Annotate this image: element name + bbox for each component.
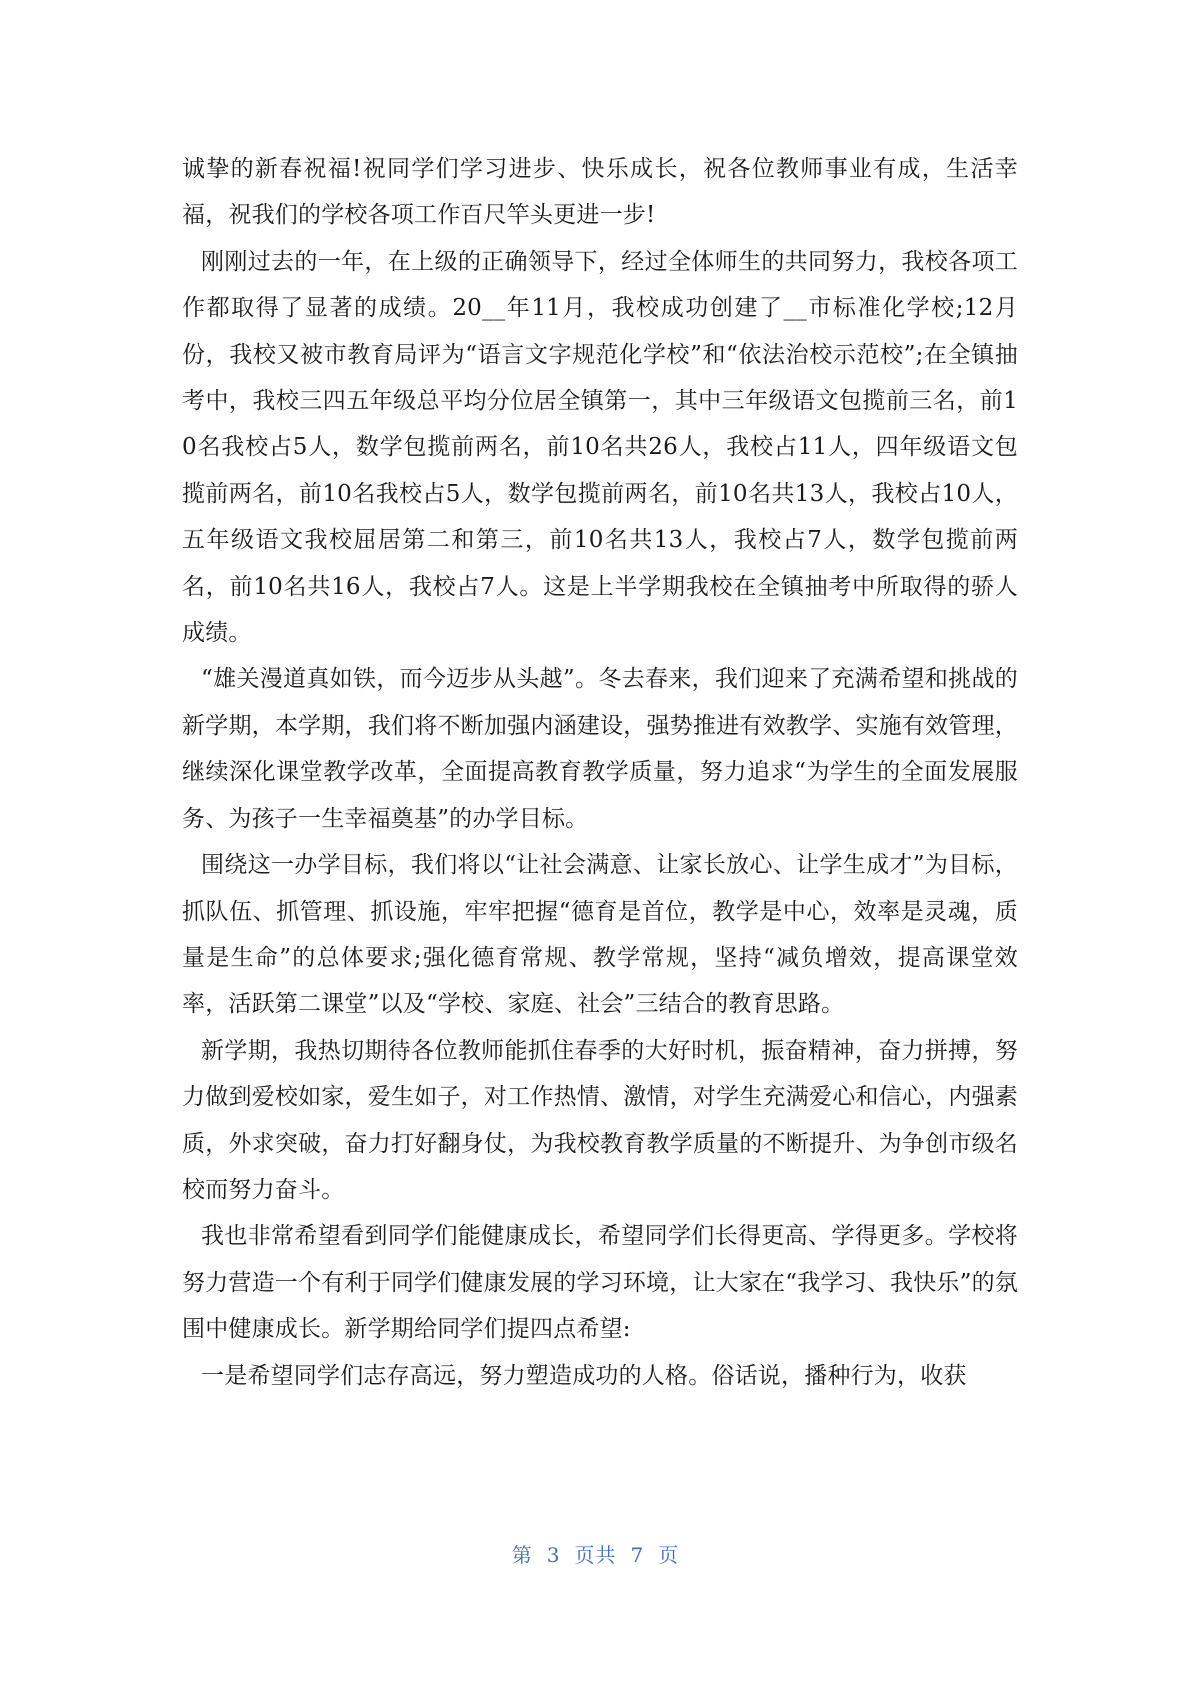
footer-page-number: 3 <box>546 1543 561 1567</box>
paragraph-teacher-expectations: 新学期，我热切期待各位教师能抓住春季的大好时机，振奋精神，奋力拼搏，努力做到爱校如家，爱生如子，对工作热情、激情，对学生充满爱心和信心，内强素质，外求突破，奋力打好翻身仗，为我校教育教学质量的不断提升、为争创市级名校而努力奋斗。 <box>182 1037 1018 1203</box>
document-body <box>182 146 1018 1399</box>
footer-total-pages: 7 <box>630 1543 645 1567</box>
paragraph-greeting: 诚挚的新春祝福!祝同学们学习进步、快乐成长，祝各位教师事业有成，生活幸福，祝我们的学校各项工作百尺竿头更进一步! <box>182 156 1018 229</box>
paragraph-first-hope: 一是希望同学们志存高远，努力塑造成功的人格。俗话说，播种行为，收获 <box>201 1362 967 1389</box>
footer-suffix: 页 <box>658 1543 680 1567</box>
page-footer <box>0 1539 1191 1568</box>
footer-middle: 页共 <box>574 1543 617 1567</box>
paragraph-student-hopes: 我也非常希望看到同学们能健康成长，希望同学们长得更高、学得更多。学校将努力营造一个有利于同学们健康发展的学习环境，让大家在“我学习、我快乐”的氛围中健康成长。新学期给同学们提四点希望: <box>182 1223 1018 1343</box>
paragraph-school-goals: 围绕这一办学目标，我们将以“让社会满意、让家长放心、让学生成才”为目标，抓队伍、抓管理、抓设施，牢牢把握“德育是首位，教学是中心，效率是灵魂，质量是生命”的总体要求;强化德育常规、教学常规，坚持“减负增效，提高课堂效率，活跃第二课堂”以及“学校、家庭、社会”三结合的教育思路。 <box>182 852 1018 1018</box>
footer-prefix: 第 <box>511 1543 533 1567</box>
paragraph-achievements: 刚刚过去的一年，在上级的正确领导下，经过全体师生的共同努力，我校各项工作都取得了显著的成绩。20__年11月，我校成功创建了__市标准化学校;12月份，我校又被市教育局评为“语言文字规范化学校”和“依法治校示范校”;在全镇抽考中，我校三四五年级总平均分位居全镇第一，其中三年级语文包揽前三名，前10名我校占5人，数学包揽前两名，前10名共26人，我校占11人，四年级语文包揽前两名，前10名我校占5人，数学包揽前两名，前10名共13人，我校占10人，五年级语文我校屈居第二和第三，前10名共13人，我校占7人，数学包揽前两名，前10名共16人，我校占7人。这是上半学期我校在全镇抽考中所取得的骄人成绩。 <box>182 248 1018 647</box>
paragraph-new-semester: “雄关漫道真如铁，而今迈步从头越”。冬去春来，我们迎来了充满希望和挑战的新学期，本学期，我们将不断加强内涵建设，强势推进有效教学、实施有效管理，继续深化课堂教学改革，全面提高教育教学质量，努力追求“为学生的全面发展服务、为孩子一生幸福奠基”的办学目标。 <box>182 666 1018 832</box>
